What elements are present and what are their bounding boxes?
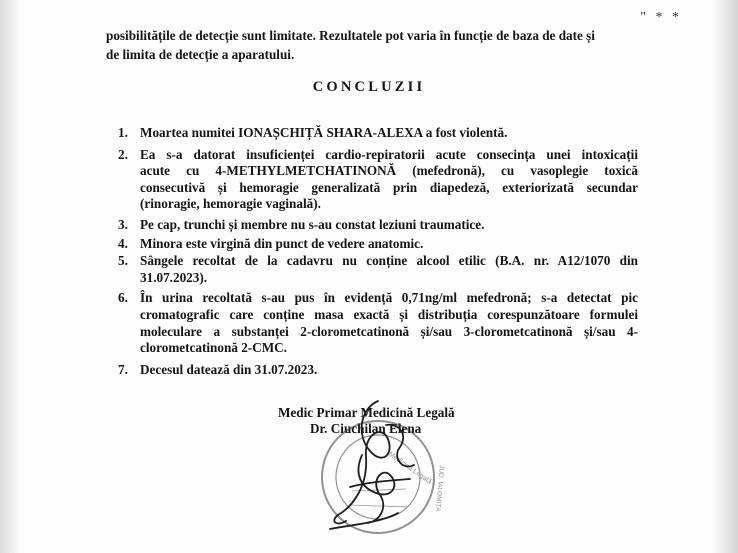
conclusion-item [118,362,638,379]
conclusion-item [118,147,638,213]
item-line: moleculare a substanței 2-clorometcatinonă și/sau 3-clorometcatinonă și/sau 4- [140,323,638,339]
item-text [140,125,638,142]
item-text [140,253,638,286]
signature-title: Medic Primar Medicină Legală [278,405,455,420]
item-number: 3. [118,216,128,232]
item-line: Sângele recoltat de la cadavru nu conține alcool etilic (B.A. nr. A12/1070 din [140,253,638,269]
item-number: 7. [118,361,128,377]
intro-line: de limita de detecție a aparatului. [106,47,295,62]
item-number: 2. [118,146,128,162]
item-line: 31.07.2023). [140,269,208,285]
conclusions-list [118,125,638,378]
signature-name: Dr. Ciuchilan Elena [310,421,422,436]
stamp-side-text: JUD. IALOMIȚA [433,464,445,512]
stamp-text: Medicină Legală [386,450,433,486]
conclusion-item [118,236,638,253]
conclusion-item [118,253,638,286]
stamp-and-signature [290,395,460,545]
item-line: Decesul datează din 31.07.2023. [140,361,318,377]
item-line: Pe cap, trunchi și membre nu s-au constat leziuni traumatice. [140,216,485,232]
item-line: cromatografic care conține masa exactă și distribuția corespunzătoare formulei [140,306,638,322]
item-line: acute cu 4-METHYLMETCHATINONĂ (mefedronă), cu vasoplegie toxică [140,163,638,179]
item-number: 5. [118,253,128,269]
conclusion-item [118,290,638,356]
item-line: Ea s-a datorat insuficienței cardio-repiratorii acute consecința unei intoxicații [140,146,638,162]
item-number: 6. [118,290,128,306]
conclusion-item [118,125,638,142]
section-heading: CONCLUZII [312,79,426,95]
item-line: clorometcatinonă 2-CMC. [140,340,287,356]
handwritten-signature [330,401,414,529]
conclusion-item [118,217,638,234]
corner-marks: " * * [640,10,682,25]
round-stamp [322,421,445,533]
item-text [140,147,638,213]
item-text [140,362,638,379]
intro-paragraph [106,26,626,64]
intro-line: posibilitățile de detecție sunt limitate. Rezultatele pot varia în funcție de baza de date și [106,28,595,43]
item-text [140,217,638,234]
item-line: Minora este virgină din punct de vedere anatomic. [140,235,424,251]
item-line: În urina recoltată s-au pus în evidență 0,71ng/ml mefedronă; s-a detectat pic [140,290,638,306]
item-number: 1. [118,125,128,140]
item-line: consecutivă și hemoragie generalizată prin diapedeză, exteriorizată secundar [140,179,638,195]
item-line: Moartea numitei IONAȘCHIȚĂ SHARA-ALEXA a fost violentă. [140,125,508,140]
item-number: 4. [118,235,128,251]
item-line: (rinoragie, hemoragie vaginală). [140,196,321,212]
item-text [140,236,638,253]
item-text [140,290,638,356]
